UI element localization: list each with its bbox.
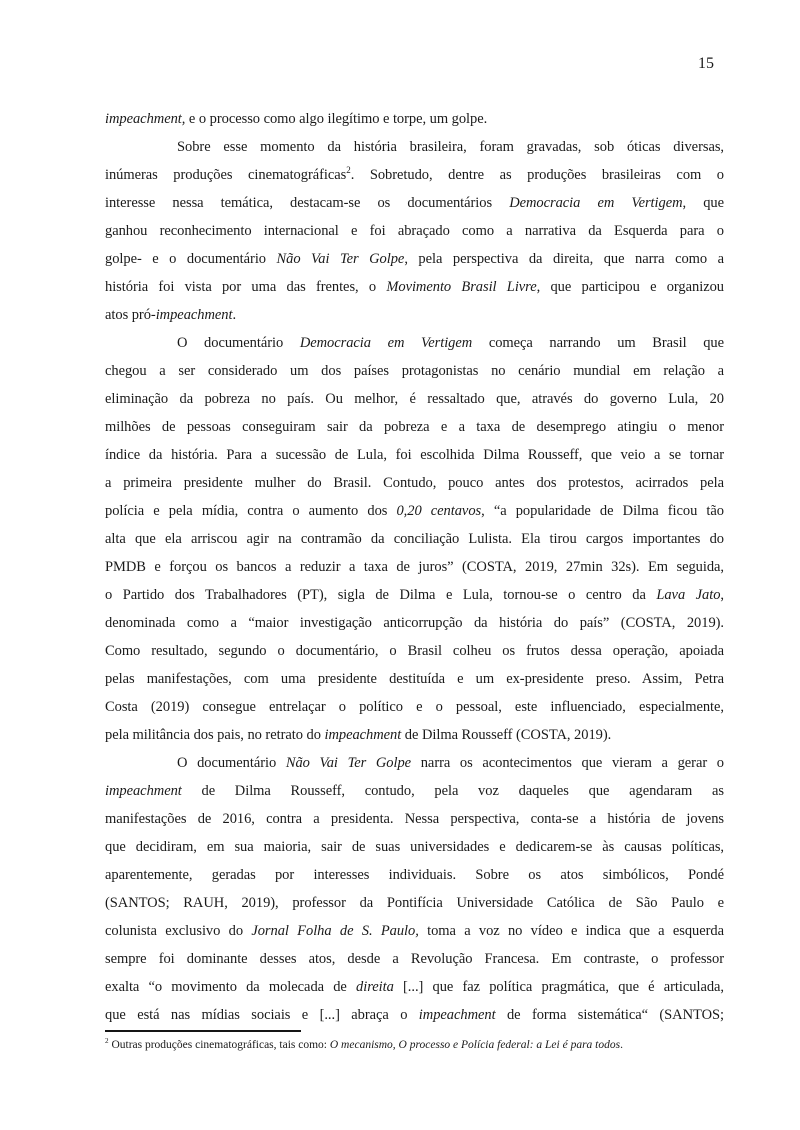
text-segment: impeachment [324, 727, 402, 743]
text-segment: PMDB e forçou os bancos a reduzir a taxa de juros” (COSTA, 2019, 27min 32s). Em seguida, [105, 559, 724, 575]
text-segment: . [232, 307, 237, 323]
text-segment: ganhou reconhecimento internacional e foi abraçado como a narrativa da Esquerda para o [105, 223, 724, 239]
text-segment: que decidiram, em sua maioria, sair de suas universidades e dedicarem-se às causas políticas, [105, 839, 724, 855]
text-segment: Não Vai Ter Golpe [285, 755, 412, 771]
text-line [105, 749, 724, 777]
text-line [105, 721, 724, 749]
text-line [105, 637, 724, 665]
text-segment: aparentemente, geradas por interesses individuais. Sobre os atos simbólicos, Pondé [105, 867, 724, 883]
text-line [105, 833, 724, 861]
text-line [105, 301, 724, 329]
text-segment: inúmeras produções cinematográficas [105, 167, 347, 183]
text-segment: e o processo como algo ilegítimo e torpe, um golpe. [185, 111, 488, 127]
text-line [105, 581, 724, 609]
text-segment: colunista exclusivo do [105, 923, 252, 939]
paragraph [105, 133, 724, 329]
text-line [105, 693, 724, 721]
text-segment: de Dilma Rousseff, contudo, pela voz daqueles que agendaram as [181, 783, 724, 799]
text-line [105, 861, 724, 889]
text-segment: Democracia em Vertigem [299, 335, 473, 351]
text-segment: a primeira presidente mulher do Brasil. Contudo, pouco antes dos protestos, acirrados pela [105, 475, 724, 491]
text-line [105, 805, 724, 833]
text-segment: . Sobretudo, dentre as produções brasileiras com o [350, 167, 724, 183]
text-segment: índice da história. Para a sucessão de Lula, foi escolhida Dilma Rousseff, que veio a se tornar [105, 447, 724, 463]
text-segment: , que [682, 195, 724, 211]
text-segment: impeachment [105, 783, 182, 799]
text-segment: exalta “o movimento da molecada de [105, 979, 357, 995]
text-segment: de forma sistemática“ (SANTOS; [495, 1007, 724, 1023]
text-segment: Outras produções cinematográficas, tais como: [108, 1039, 330, 1051]
text-segment: Sobre esse momento da história brasileira, foram gravadas, sob óticas diversas, [177, 139, 724, 155]
text-line [105, 217, 724, 245]
text-line [105, 945, 724, 973]
text-segment: toma a voz no vídeo e indica que a esquerda [418, 923, 724, 939]
text-segment: eliminação da pobreza no país. Ou melhor, é ressaltado que, através do governo Lula, 20 [105, 391, 724, 407]
text-line [105, 609, 724, 637]
body-text [105, 105, 724, 1029]
paragraph [105, 749, 724, 1029]
text-segment: sempre foi dominante desses atos, desde a Revolução Francesa. Em contraste, o professor [105, 951, 724, 967]
text-segment: Lava Jato [656, 587, 721, 603]
text-segment: golpe- e o documentário [105, 251, 277, 267]
text-segment: que está nas mídias sociais e [...] abraça o [105, 1007, 419, 1023]
text-segment: história foi vista por uma das frentes, o [105, 279, 387, 295]
paragraph [105, 329, 724, 749]
footnote-reference: 2 [346, 165, 351, 176]
text-segment: O documentário [177, 335, 300, 351]
text-line [105, 357, 724, 385]
text-line [105, 413, 724, 441]
footnote-marker: 2 [105, 1037, 109, 1046]
text-segment: pela militância dos pais, no retrato do [105, 727, 325, 743]
text-line [105, 189, 724, 217]
text-line [105, 665, 724, 693]
text-segment: , “a popularidade de Dilma ficou tão [481, 503, 724, 519]
text-line [105, 553, 724, 581]
text-segment: denominada como a “maior investigação anticorrupção da história do país” (COSTA, 2019). [105, 615, 724, 631]
text-line [105, 329, 724, 357]
page-number: 15 [698, 55, 714, 72]
text-segment: Não Vai Ter Golpe [276, 251, 405, 267]
text-line [105, 161, 724, 189]
text-segment: chegou a ser considerado um dos países protagonistas no cenário mundial em relação a [105, 363, 724, 379]
text-line [105, 889, 724, 917]
text-line [105, 105, 724, 133]
text-segment: impeachment [155, 307, 233, 323]
text-segment: polícia e pela mídia, contra o aumento dos [105, 503, 397, 519]
text-segment: direita [356, 979, 394, 995]
footnote-separator [105, 1030, 301, 1032]
text-segment: narra os acontecimentos que vieram a gerar o [411, 755, 724, 771]
text-segment: , [720, 587, 724, 603]
text-segment: de Dilma Rousseff (COSTA, 2019). [401, 727, 612, 743]
text-segment: Costa (2019) consegue entrelaçar o político e o pessoal, este influenciado, especialmente, [105, 699, 724, 715]
text-segment: Movimento Brasil Livre [386, 279, 537, 295]
text-segment: manifestações de 2016, contra a presidenta. Nessa perspectiva, conta-se a história de jovens [105, 811, 724, 827]
text-segment: pelas manifestações, com uma presidente destituída e um ex-presidente preso. Assim, Petra [105, 671, 724, 687]
text-segment: milhões de pessoas conseguiram sair da pobreza e a taxa de desemprego atingiu o menor [105, 419, 724, 435]
text-segment: impeachment [418, 1007, 496, 1023]
text-line [105, 1001, 724, 1029]
text-line [105, 245, 724, 273]
paragraph [105, 105, 724, 133]
text-line [105, 441, 724, 469]
text-segment: [...] que faz política pragmática, que é articulada, [393, 979, 724, 995]
text-segment: 0,20 centavos [396, 503, 482, 519]
text-segment: O mecanismo, O processo e Polícia federal: a Lei é para todos [329, 1039, 621, 1051]
text-segment: o Partido dos Trabalhadores (PT), sigla de Dilma e Lula, tornou-se o centro da [105, 587, 657, 603]
text-segment: impeachment, [105, 111, 186, 127]
text-line [105, 973, 724, 1001]
text-segment: alta que ela arriscou agir na contramão da conciliação Lulista. Ela tirou cargos importantes do [105, 531, 724, 547]
text-segment: Jornal Folha de S. Paulo, [251, 923, 419, 939]
text-segment: , pela perspectiva da direita, que narra como a [404, 251, 724, 267]
text-line [105, 273, 724, 301]
text-segment: interesse nessa temática, destacam-se os documentários [105, 195, 510, 211]
text-line [105, 525, 724, 553]
text-segment: . [620, 1039, 623, 1051]
footnote [105, 1038, 725, 1053]
text-line [105, 385, 724, 413]
text-line [105, 133, 724, 161]
text-line [105, 469, 724, 497]
text-line [105, 777, 724, 805]
text-segment: Como resultado, segundo o documentário, o Brasil colheu os frutos dessa operação, apoiada [105, 643, 724, 659]
text-segment: O documentário [177, 755, 286, 771]
footnote-text [109, 1039, 623, 1051]
text-segment: atos pró- [105, 307, 156, 323]
text-segment: , que participou e organizou [536, 279, 724, 295]
text-segment: (SANTOS; RAUH, 2019), professor da Pontifícia Universidade Católica de São Paulo e [105, 895, 724, 911]
text-line [105, 917, 724, 945]
text-segment: Democracia em Vertigem [509, 195, 683, 211]
text-segment: começa narrando um Brasil que [472, 335, 724, 351]
text-line [105, 497, 724, 525]
